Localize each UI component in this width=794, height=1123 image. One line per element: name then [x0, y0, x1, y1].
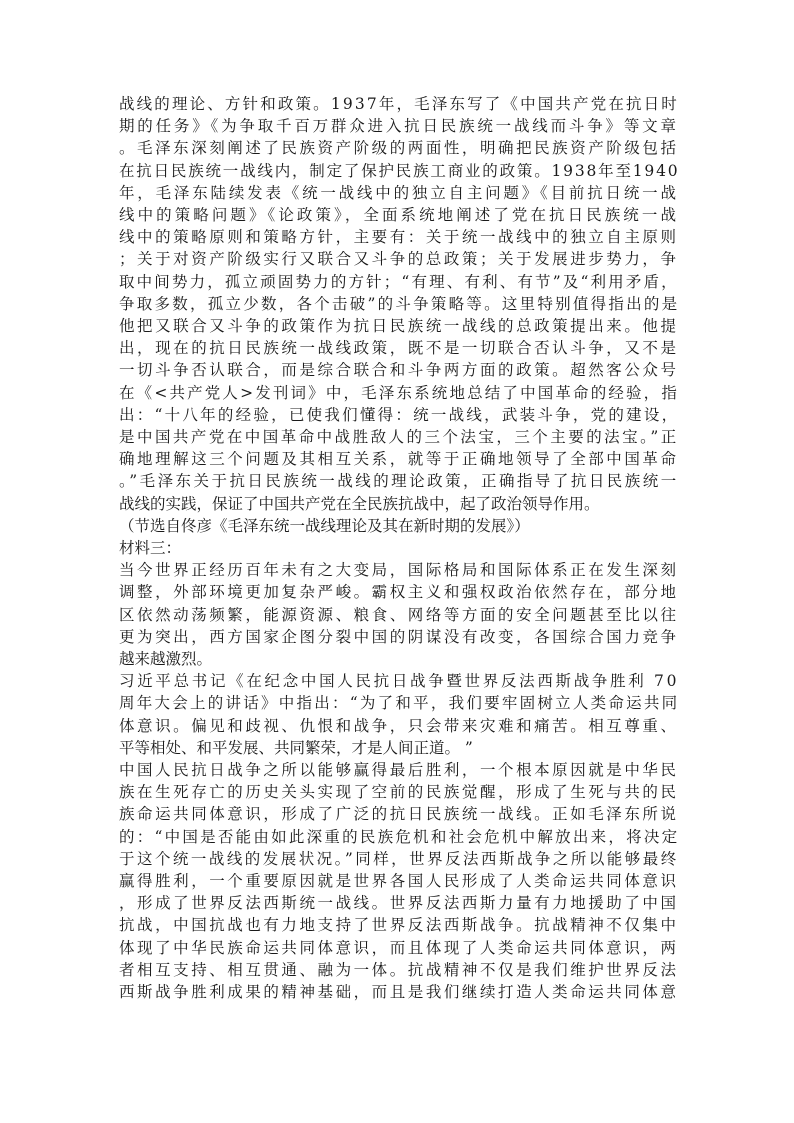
text-line: 争取多数，孤立少数，各个击破”的斗争策略等。这里特别值得指出的是 — [119, 294, 680, 313]
text-line: 年，毛泽东陆续发表《统一战线中的独立自主问题》《目前抗日统一战 — [119, 183, 679, 202]
text-line: 材料三： — [119, 539, 182, 557]
text-line: 战线的实践，保证了中国共产党在全民族抗战中，起了政治领导作用。 — [119, 494, 600, 513]
text-line: 取中间势力，孤立顽固势力的方针；“有理、有利、有节”及“利用矛盾， — [119, 272, 679, 291]
text-line: 。毛泽东深刻阐述了民族资产阶级的两面性，明确把民族资产阶级包括 — [119, 139, 679, 158]
text-line: 。”毛泽东关于抗日民族统一战线的理论政策，正确指导了抗日民族统一 — [119, 472, 679, 491]
text-line: 族命运共同体意识，形成了广泛的抗日民族统一战线。正如毛泽东所说 — [119, 805, 679, 824]
text-line: 战线的理论、方针和政策。1937年，毛泽东写了《中国共产党在抗日时 — [119, 95, 679, 113]
text-line: 于这个统一战线的发展状况。”同样，世界反法西斯战争之所以能够最终 — [119, 849, 679, 868]
text-line: 区依然动荡频繁，能源资源、粮食、网络等方面的安全问题甚至比以往 — [119, 605, 679, 624]
text-line: 出，现在的抗日民族统一战线政策，既不是一切联合否认斗争，又不是 — [119, 339, 679, 358]
text-line: 当今世界正经历百年未有之大变局，国际格局和国际体系正在发生深刻 — [119, 561, 679, 580]
text-line: 更为突出，西方国家企图分裂中国的阴谋没有改变，各国综合国力竞争 — [119, 627, 679, 646]
text-line: 在《<共产党人>发刊词》中，毛泽东系统地总结了中国革命的经验，指 — [119, 383, 679, 402]
text-line: 中国人民抗日战争之所以能够赢得最后胜利，一个根本原因就是中华民 — [119, 761, 679, 779]
text-line: 的：“中国是否能由如此深重的民族危机和社会危机中解放出来，将决定 — [119, 827, 680, 846]
text-line: ；关于对资产阶级实行又联合又斗争的总政策；关于发展进步势力，争 — [119, 250, 679, 269]
text-line: 在抗日民族统一战线内，制定了保护民族工商业的政策。1938年至1940 — [119, 161, 680, 180]
text-line: 习近平总书记《在纪念中国人民抗日战争暨世界反法西斯战争胜利 70 — [119, 672, 680, 691]
text-line: 西斯战争胜利成果的精神基础，而且是我们继续打造人类命运共同体意 — [119, 983, 679, 1001]
text-line: 体现了中华民族命运共同体意识，而且体现了人类命运共同体意识，两 — [119, 938, 679, 957]
text-line: 是中国共产党在中国革命中战胜敌人的三个法宝，三个主要的法宝。”正 — [119, 428, 679, 446]
text-line: 调整，外部环境更加复杂严峻。霸权主义和强权政治依然存在，部分地 — [119, 583, 679, 602]
text-line: 抗战，中国抗战也有力地支持了世界反法西斯战争。抗战精神不仅集中 — [119, 916, 679, 935]
text-line: 他把又联合又斗争的政策作为抗日民族统一战线的总政策提出来。他提 — [119, 317, 679, 335]
text-line: 赢得胜利，一个重要原因就是世界各国人民形成了人类命运共同体意识 — [119, 872, 679, 890]
text-line: 周年大会上的讲话》中指出：“为了和平，我们要牢固树立人类命运共同 — [119, 694, 680, 713]
text-line: 线中的策略原则和策略方针，主要有：关于统一战线中的独立自主原则 — [119, 228, 679, 247]
text-line: 出：“十八年的经验，已使我们懂得：统一战线，武装斗争，党的建设， — [119, 405, 680, 424]
text-line: 越来越激烈。 — [119, 650, 213, 668]
text-line: 一切斗争否认联合，而是综合联合和斗争两方面的政策。超然客公众号 — [119, 361, 679, 380]
text-line: ，形成了世界反法西斯统一战线。世界反法西斯力量有力地援助了中国 — [119, 894, 679, 913]
text-line: （节选自佟彦《毛泽东统一战线理论及其在新时期的发展》） — [119, 516, 530, 535]
text-line: 期的任务》《为争取千百万群众进入抗日民族统一战线而斗争》等文章 — [119, 117, 679, 136]
text-line: 线中的策略问题》《论政策》，全面系统地阐述了党在抗日民族统一战 — [119, 206, 680, 224]
text-line: 体意识。偏见和歧视、仇恨和战争，只会带来灾难和痛苦。相互尊重、 — [119, 716, 679, 735]
text-line: 确地理解这三个问题及其相互关系，就等于正确地领导了全部中国革命 — [119, 450, 679, 469]
text-line: 者相互支持、相互贯通、融为一体。抗战精神不仅是我们维护世界反法 — [119, 960, 679, 979]
text-line: 平等相处、和平发展、共同繁荣，才是人间正道。 ” — [119, 738, 473, 757]
text-line: 族在生死存亡的历史关头实现了空前的民族觉醒，形成了生死与共的民 — [119, 783, 679, 802]
